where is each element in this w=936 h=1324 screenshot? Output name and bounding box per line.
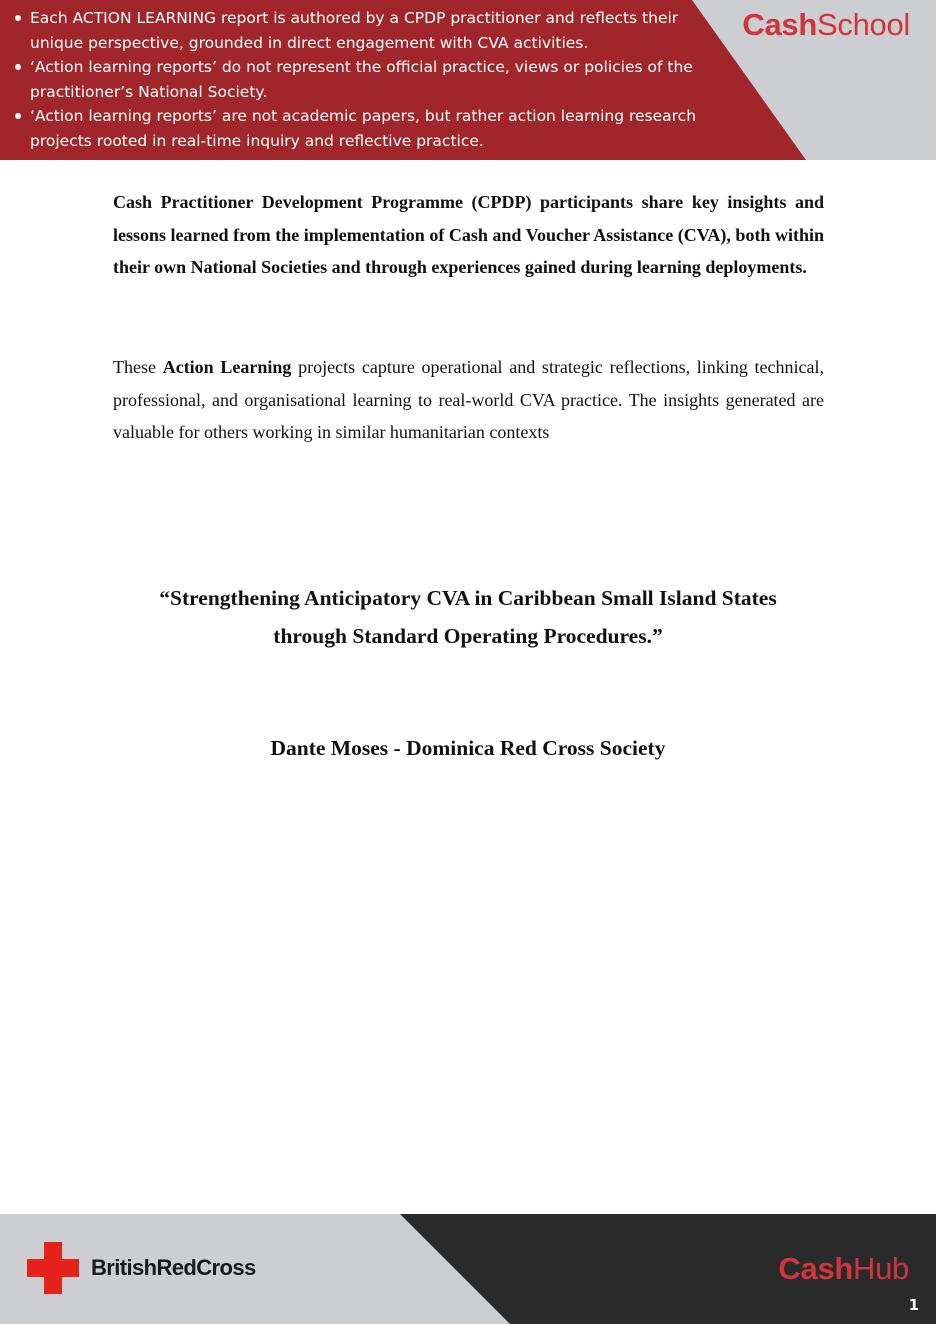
projects-prefix: These [113, 357, 163, 377]
title-line-2: through Standard Operating Procedures.” [273, 624, 663, 648]
logo-hub-text: Hub [853, 1251, 909, 1286]
page-number: 1 [908, 1296, 919, 1314]
projects-emphasis: Action Learning [162, 357, 292, 377]
projects-suffix: projects capture operational and strategic reflections, linking technical, professional, and organisational learning to real-world CVA practice. The insights generated are valuable for others working in similar humanitarian contexts [113, 357, 824, 442]
logo-cash-text: Cash [742, 7, 817, 42]
british-red-cross-logo [27, 1242, 256, 1294]
title-line-1: “Strengthening Anticipatory CVA in Caribbean Small Island States [159, 586, 777, 610]
disclaimer-item: ‘Action learning reports’ do not represent the official practice, views or policies of the practitioner’s National Society. [14, 55, 714, 104]
disclaimer-item: ‘Action learning reports’ are not academic papers, but rather action learning research projects rooted in real-time inquiry and reflective practice. [14, 104, 714, 153]
projects-paragraph [113, 351, 824, 449]
header-banner [0, 0, 936, 160]
logo-cash-text: Cash [778, 1251, 854, 1286]
report-author: Dante Moses - Dominica Red Cross Society [270, 736, 666, 760]
logo-school-text: School [817, 7, 910, 42]
cashhub-logo [778, 1251, 909, 1287]
red-cross-icon [27, 1242, 79, 1294]
disclaimer-item: Each ACTION LEARNING report is authored by a CPDP practitioner and reflects their unique perspective, grounded in direct engagement with CVA activities. [14, 6, 714, 55]
cashschool-logo [742, 7, 910, 43]
intro-paragraph: Cash Practitioner Development Programme (CPDP) participants share key insights and lessons learned from the implementation of Cash and Voucher Assistance (CVA), both within their own National Societies and through experiences gained during learning deployments. [113, 192, 824, 277]
disclaimer-list [14, 6, 714, 153]
british-red-cross-wordmark: BritishRedCross [91, 1255, 256, 1280]
report-title [100, 579, 836, 655]
